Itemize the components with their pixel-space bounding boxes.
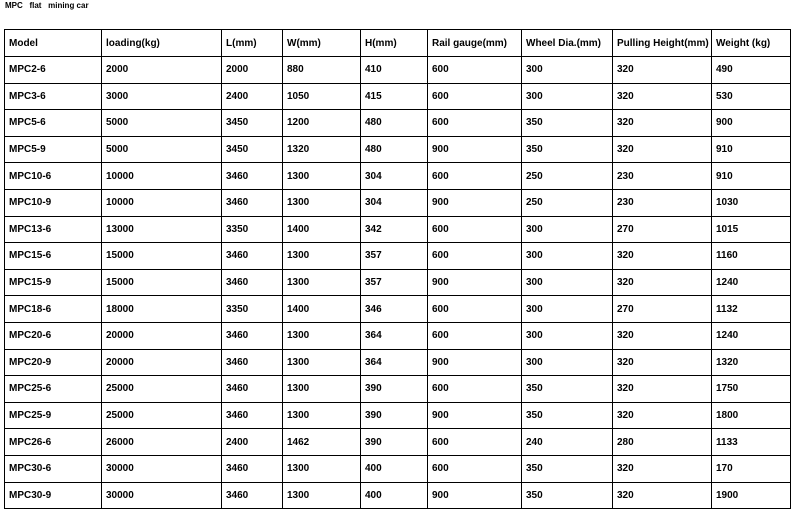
table-cell: 350	[522, 482, 613, 509]
header-pulling-height: Pulling Height(mm)	[613, 30, 712, 57]
header-loading: loading(kg)	[102, 30, 222, 57]
table-row	[5, 269, 791, 296]
spec-table	[4, 29, 791, 509]
table-cell: 390	[361, 429, 428, 456]
table-cell: 900	[428, 136, 522, 163]
table-cell: 390	[361, 376, 428, 403]
table-cell: MPC26-6	[5, 429, 102, 456]
table-cell: 250	[522, 163, 613, 190]
table-cell: MPC15-9	[5, 269, 102, 296]
table-cell: MPC20-9	[5, 349, 102, 376]
table-row	[5, 243, 791, 270]
table-cell: 1900	[712, 482, 791, 509]
table-cell: 3460	[222, 269, 283, 296]
table-cell: 600	[428, 83, 522, 110]
table-cell: 300	[522, 296, 613, 323]
table-cell: MPC10-9	[5, 189, 102, 216]
table-cell: 300	[522, 57, 613, 84]
table-cell: 1400	[283, 296, 361, 323]
table-cell: 1160	[712, 243, 791, 270]
table-cell: 1462	[283, 429, 361, 456]
table-cell: 320	[613, 376, 712, 403]
table-row	[5, 322, 791, 349]
table-cell: 350	[522, 110, 613, 137]
table-cell: 1800	[712, 402, 791, 429]
table-cell: 900	[428, 269, 522, 296]
table-cell: 3350	[222, 216, 283, 243]
table-cell: 490	[712, 57, 791, 84]
table-cell: 910	[712, 163, 791, 190]
table-cell: 364	[361, 322, 428, 349]
table-cell: 280	[613, 429, 712, 456]
table-row	[5, 402, 791, 429]
table-cell: 3460	[222, 455, 283, 482]
table-cell: 3460	[222, 402, 283, 429]
table-cell: 350	[522, 376, 613, 403]
table-cell: 13000	[102, 216, 222, 243]
table-cell: MPC30-6	[5, 455, 102, 482]
table-cell: 1300	[283, 163, 361, 190]
table-cell: 2000	[222, 57, 283, 84]
table-cell: 3460	[222, 243, 283, 270]
table-cell: 320	[613, 322, 712, 349]
table-cell: 900	[428, 189, 522, 216]
table-cell: MPC30-9	[5, 482, 102, 509]
table-cell: 240	[522, 429, 613, 456]
table-row	[5, 376, 791, 403]
table-cell: 900	[428, 349, 522, 376]
table-row	[5, 216, 791, 243]
table-cell: 600	[428, 216, 522, 243]
table-cell: 600	[428, 243, 522, 270]
table-cell: 10000	[102, 189, 222, 216]
header-rail-gauge: Rail gauge(mm)	[428, 30, 522, 57]
table-row	[5, 136, 791, 163]
table-cell: 25000	[102, 402, 222, 429]
header-width: W(mm)	[283, 30, 361, 57]
table-cell: 320	[613, 455, 712, 482]
header-weight: Weight (kg)	[712, 30, 791, 57]
header-wheel-dia: Wheel Dia.(mm)	[522, 30, 613, 57]
table-cell: 3460	[222, 322, 283, 349]
table-row	[5, 429, 791, 456]
table-cell: 15000	[102, 269, 222, 296]
table-cell: 230	[613, 163, 712, 190]
table-cell: MPC15-6	[5, 243, 102, 270]
table-cell: 320	[613, 402, 712, 429]
header-length: L(mm)	[222, 30, 283, 57]
table-cell: 364	[361, 349, 428, 376]
table-cell: 1750	[712, 376, 791, 403]
table-cell: 1320	[283, 136, 361, 163]
table-cell: 1240	[712, 322, 791, 349]
table-cell: 1400	[283, 216, 361, 243]
table-cell: MPC20-6	[5, 322, 102, 349]
table-cell: 1132	[712, 296, 791, 323]
table-cell: 304	[361, 189, 428, 216]
table-cell: 320	[613, 269, 712, 296]
table-cell: 410	[361, 57, 428, 84]
table-cell: 530	[712, 83, 791, 110]
header-model: Model	[5, 30, 102, 57]
table-cell: 3350	[222, 296, 283, 323]
table-cell: MPC18-6	[5, 296, 102, 323]
table-cell: 1030	[712, 189, 791, 216]
table-cell: 600	[428, 57, 522, 84]
table-cell: 600	[428, 376, 522, 403]
table-cell: 300	[522, 216, 613, 243]
table-cell: 3460	[222, 376, 283, 403]
table-cell: 415	[361, 83, 428, 110]
table-cell: 5000	[102, 110, 222, 137]
table-cell: MPC13-6	[5, 216, 102, 243]
table-cell: 300	[522, 83, 613, 110]
table-cell: 25000	[102, 376, 222, 403]
document-title: MPC flat mining car	[5, 1, 89, 10]
table-row	[5, 83, 791, 110]
table-cell: 350	[522, 136, 613, 163]
table-cell: 2400	[222, 83, 283, 110]
table-cell: 3460	[222, 349, 283, 376]
table-cell: 3450	[222, 136, 283, 163]
table-cell: MPC25-6	[5, 376, 102, 403]
table-cell: 2400	[222, 429, 283, 456]
table-cell: 480	[361, 110, 428, 137]
table-cell: 300	[522, 349, 613, 376]
table-cell: 600	[428, 110, 522, 137]
table-cell: 320	[613, 83, 712, 110]
table-cell: 20000	[102, 349, 222, 376]
table-row	[5, 110, 791, 137]
table-cell: 1133	[712, 429, 791, 456]
table-cell: 300	[522, 243, 613, 270]
table-cell: 1300	[283, 322, 361, 349]
table-cell: 480	[361, 136, 428, 163]
table-cell: 1015	[712, 216, 791, 243]
table-cell: 350	[522, 402, 613, 429]
table-cell: 1300	[283, 402, 361, 429]
table-cell: 26000	[102, 429, 222, 456]
table-cell: 357	[361, 243, 428, 270]
table-cell: 30000	[102, 455, 222, 482]
table-cell: 20000	[102, 322, 222, 349]
table-cell: MPC3-6	[5, 83, 102, 110]
table-cell: 357	[361, 269, 428, 296]
table-cell: 320	[613, 110, 712, 137]
table-cell: 270	[613, 296, 712, 323]
table-cell: 320	[613, 349, 712, 376]
table-cell: 15000	[102, 243, 222, 270]
table-cell: 320	[613, 243, 712, 270]
table-cell: 5000	[102, 136, 222, 163]
table-cell: 880	[283, 57, 361, 84]
table-cell: 600	[428, 322, 522, 349]
table-cell: 320	[613, 136, 712, 163]
table-cell: 300	[522, 322, 613, 349]
table-cell: 900	[428, 482, 522, 509]
table-cell: 270	[613, 216, 712, 243]
table-cell: 390	[361, 402, 428, 429]
table-cell: 1300	[283, 189, 361, 216]
table-cell: 3460	[222, 482, 283, 509]
table-cell: 230	[613, 189, 712, 216]
table-row	[5, 189, 791, 216]
table-cell: 1300	[283, 243, 361, 270]
table-cell: 1300	[283, 349, 361, 376]
table-row	[5, 57, 791, 84]
table-cell: 910	[712, 136, 791, 163]
table-cell: MPC5-9	[5, 136, 102, 163]
table-cell: 600	[428, 296, 522, 323]
table-cell: 350	[522, 455, 613, 482]
table-cell: 1300	[283, 269, 361, 296]
table-cell: 3450	[222, 110, 283, 137]
table-cell: 10000	[102, 163, 222, 190]
table-cell: 1300	[283, 455, 361, 482]
table-cell: 600	[428, 455, 522, 482]
table-cell: 900	[428, 402, 522, 429]
table-header-row	[5, 30, 791, 57]
table-cell: 400	[361, 482, 428, 509]
table-cell: 3460	[222, 189, 283, 216]
table-cell: 3000	[102, 83, 222, 110]
table-cell: 1300	[283, 376, 361, 403]
table-cell: MPC5-6	[5, 110, 102, 137]
table-cell: 300	[522, 269, 613, 296]
table-cell: 170	[712, 455, 791, 482]
table-cell: 320	[613, 57, 712, 84]
table-cell: 342	[361, 216, 428, 243]
table-cell: 250	[522, 189, 613, 216]
table-cell: 30000	[102, 482, 222, 509]
table-cell: MPC25-9	[5, 402, 102, 429]
table-cell: 1300	[283, 482, 361, 509]
table-cell: 600	[428, 429, 522, 456]
header-height: H(mm)	[361, 30, 428, 57]
table-cell: 18000	[102, 296, 222, 323]
table-cell: 2000	[102, 57, 222, 84]
table-row	[5, 482, 791, 509]
table-cell: MPC2-6	[5, 57, 102, 84]
table-cell: 1240	[712, 269, 791, 296]
table-row	[5, 163, 791, 190]
table-cell: 320	[613, 482, 712, 509]
table-cell: MPC10-6	[5, 163, 102, 190]
table-body	[5, 57, 791, 509]
table-cell: 3460	[222, 163, 283, 190]
table-cell: 600	[428, 163, 522, 190]
table-cell: 1320	[712, 349, 791, 376]
table-cell: 900	[712, 110, 791, 137]
table-cell: 304	[361, 163, 428, 190]
table-cell: 400	[361, 455, 428, 482]
table-row	[5, 349, 791, 376]
table-row	[5, 455, 791, 482]
table-cell: 1050	[283, 83, 361, 110]
table-cell: 1200	[283, 110, 361, 137]
table-row	[5, 296, 791, 323]
table-cell: 346	[361, 296, 428, 323]
